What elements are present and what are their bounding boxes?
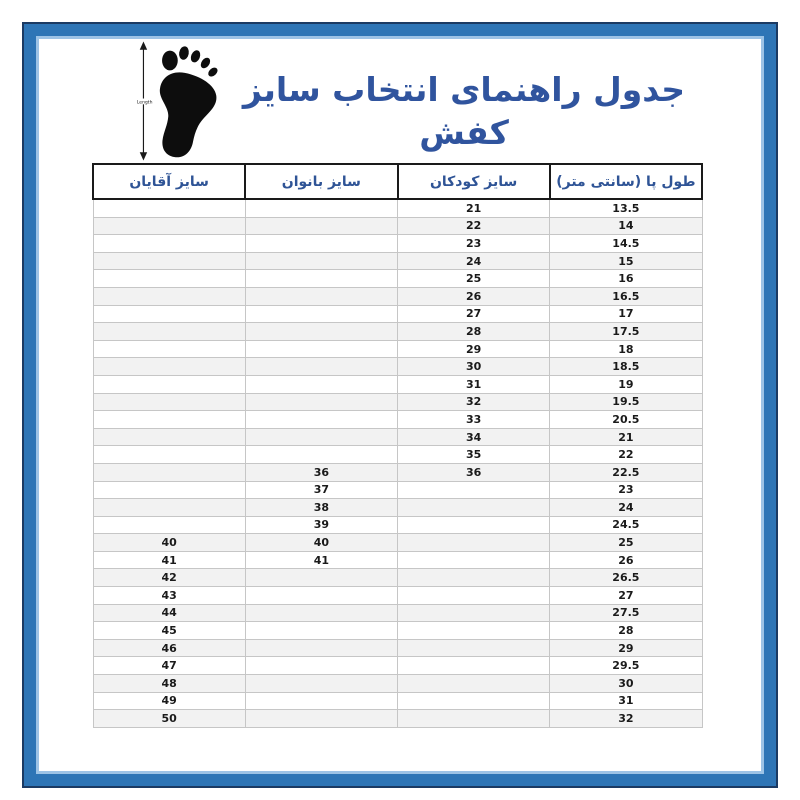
cell-men: 42 [93,569,245,587]
cell-men: 49 [93,692,245,710]
table-row [93,710,702,728]
cell-women [245,587,397,605]
table-row [93,499,702,517]
cell-length: 18 [550,340,702,358]
footprint-shape [160,46,219,158]
table-row [93,516,702,534]
table-row [93,622,702,640]
cell-men [93,463,245,481]
cell-children: 24 [398,252,550,270]
cell-length: 28 [550,622,702,640]
table-row [93,252,702,270]
cell-children: 32 [398,393,550,411]
cell-length: 22 [550,446,702,464]
cell-children [398,622,550,640]
cell-men [93,340,245,358]
cell-length: 17 [550,305,702,323]
cell-length: 25 [550,534,702,552]
cell-length: 29.5 [550,657,702,675]
cell-children: 28 [398,323,550,341]
cell-men: 46 [93,639,245,657]
cell-length: 27 [550,587,702,605]
cell-men: 45 [93,622,245,640]
page-border-band [24,24,776,786]
cell-women [245,604,397,622]
cell-children: 29 [398,340,550,358]
cell-children: 26 [398,287,550,305]
cell-length: 22.5 [550,463,702,481]
cell-length: 14 [550,217,702,235]
cell-women [245,692,397,710]
cell-children [398,569,550,587]
cell-children [398,587,550,605]
cell-length: 26 [550,551,702,569]
cell-women [245,675,397,693]
cell-length: 21 [550,428,702,446]
cell-men: 41 [93,551,245,569]
cell-length: 19 [550,375,702,393]
cell-women: 38 [245,499,397,517]
cell-men [93,199,245,217]
cell-length: 26.5 [550,569,702,587]
cell-women [245,569,397,587]
foot-measurement-icon [125,39,233,163]
table-row [93,270,702,288]
cell-length: 24.5 [550,516,702,534]
cell-length: 24 [550,499,702,517]
table-row [93,305,702,323]
cell-length: 19.5 [550,393,702,411]
table-row [93,446,702,464]
cell-men [93,516,245,534]
table-row [93,657,702,675]
cell-men: 50 [93,710,245,728]
cell-women: 39 [245,516,397,534]
cell-length: 18.5 [550,358,702,376]
page-title: جدول راهنمای انتخاب سایز کفش [242,70,686,152]
cell-women [245,270,397,288]
cell-length: 32 [550,710,702,728]
cell-men [93,252,245,270]
cell-men: 43 [93,587,245,605]
page-border-outer [22,22,778,788]
cell-women [245,446,397,464]
cell-children [398,499,550,517]
table-row [93,534,702,552]
cell-women [245,199,397,217]
table-row [93,287,702,305]
cell-women: 41 [245,551,397,569]
table-row [93,411,702,429]
cell-length: 15 [550,252,702,270]
cell-men [93,323,245,341]
cell-children: 31 [398,375,550,393]
cell-women [245,639,397,657]
cell-men [93,499,245,517]
cell-women [245,340,397,358]
cell-men [93,270,245,288]
cell-men: 47 [93,657,245,675]
size-chart-header [93,164,702,199]
cell-women [245,657,397,675]
cell-women [245,323,397,341]
cell-men [93,446,245,464]
cell-men: 48 [93,675,245,693]
cell-women: 37 [245,481,397,499]
cell-children: 22 [398,217,550,235]
cell-length: 16 [550,270,702,288]
header-row [93,164,702,199]
table-row [93,393,702,411]
column-header-men: سایز آقایان [93,164,245,199]
cell-length: 17.5 [550,323,702,341]
cell-length: 27.5 [550,604,702,622]
cell-men [93,217,245,235]
cell-women [245,710,397,728]
cell-men [93,393,245,411]
table-row [93,463,702,481]
table-row [93,639,702,657]
table-row [93,340,702,358]
cell-children: 30 [398,358,550,376]
cell-women [245,375,397,393]
table-row [93,551,702,569]
cell-children [398,551,550,569]
table-row [93,235,702,253]
page-content [39,39,761,771]
cell-men [93,287,245,305]
cell-women [245,393,397,411]
cell-length: 14.5 [550,235,702,253]
cell-women [245,305,397,323]
cell-women: 40 [245,534,397,552]
cell-children [398,604,550,622]
cell-children [398,675,550,693]
cell-children: 34 [398,428,550,446]
table-row [93,692,702,710]
table-row [93,481,702,499]
page-border-inner [36,36,764,774]
cell-women [245,622,397,640]
table-row [93,428,702,446]
cell-women [245,287,397,305]
cell-children [398,710,550,728]
cell-women [245,428,397,446]
cell-women: 36 [245,463,397,481]
cell-children [398,481,550,499]
cell-men [93,358,245,376]
cell-women [245,217,397,235]
cell-children [398,639,550,657]
table-row [93,217,702,235]
table-row [93,323,702,341]
table-row [93,569,702,587]
column-header-length: طول پا (سانتی متر) [550,164,702,199]
table-row [93,604,702,622]
cell-women [245,358,397,376]
ruler-length-label: Length [136,100,153,106]
cell-men: 44 [93,604,245,622]
cell-children: 36 [398,463,550,481]
cell-women [245,235,397,253]
cell-length: 20.5 [550,411,702,429]
table-row [93,375,702,393]
cell-men [93,481,245,499]
cell-children: 23 [398,235,550,253]
cell-men [93,428,245,446]
ruler-line [137,41,153,160]
table-row [93,358,702,376]
cell-children: 21 [398,199,550,217]
table-row [93,587,702,605]
size-chart-body [93,199,702,727]
cell-children [398,534,550,552]
cell-length: 31 [550,692,702,710]
cell-children: 25 [398,270,550,288]
cell-length: 16.5 [550,287,702,305]
cell-length: 30 [550,675,702,693]
cell-children [398,657,550,675]
cell-children: 35 [398,446,550,464]
cell-length: 23 [550,481,702,499]
cell-women [245,252,397,270]
cell-children [398,516,550,534]
cell-children: 27 [398,305,550,323]
cell-men: 40 [93,534,245,552]
column-header-children: سایز کودکان [398,164,550,199]
cell-length: 29 [550,639,702,657]
column-header-women: سایز بانوان [245,164,397,199]
table-row [93,675,702,693]
cell-men [93,235,245,253]
cell-men [93,375,245,393]
cell-men [93,305,245,323]
table-row [93,199,702,217]
cell-children: 33 [398,411,550,429]
cell-women [245,411,397,429]
cell-men [93,411,245,429]
cell-children [398,692,550,710]
cell-length: 13.5 [550,199,702,217]
size-chart-table [92,163,703,728]
